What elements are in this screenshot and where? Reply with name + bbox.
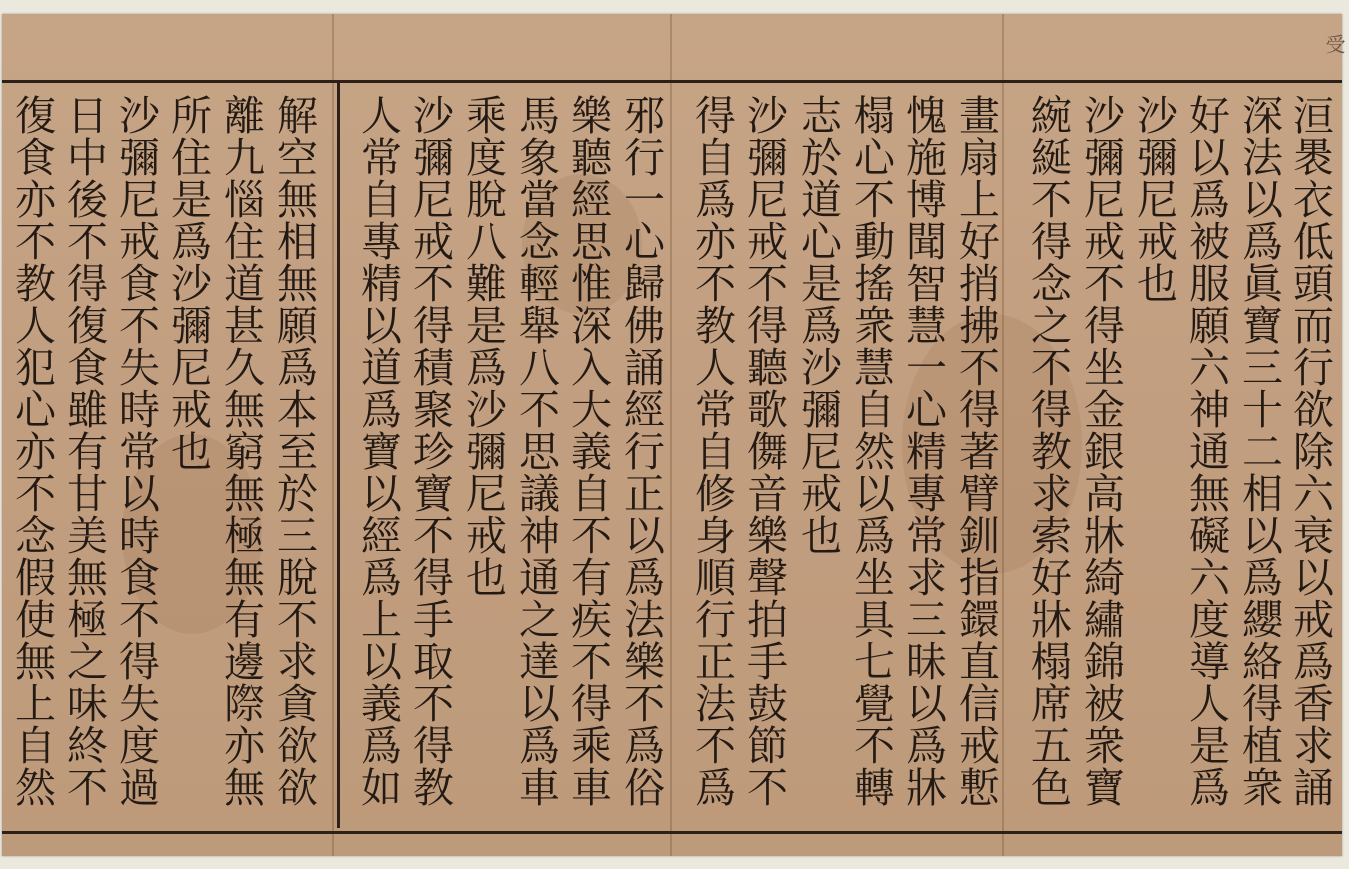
text-column: 沙彌尼戒也 bbox=[1130, 94, 1178, 304]
text-column: 愧施博聞智慧一心精專常求三昧以爲牀 bbox=[899, 94, 947, 808]
text-column: 沙彌尼戒不得積聚珍寶不得手取不得教 bbox=[406, 94, 454, 808]
text-column: 得自爲亦不教人常自修身順行正法不爲 bbox=[688, 94, 736, 808]
text-column: 沙彌尼戒食不失時常以時食不得失度過 bbox=[112, 94, 160, 808]
scroll-paper bbox=[2, 14, 1346, 856]
text-column: 解空無相無願爲本至於三脫不求貪欲欲 bbox=[270, 94, 318, 808]
text-column: 人常自專精以道爲寶以經爲上以義爲如 bbox=[354, 94, 402, 808]
margin-note-right: 受 bbox=[1322, 34, 1346, 56]
text-column: 邪行一心歸佛誦經行正以爲法樂不爲俗 bbox=[617, 94, 665, 808]
text-column: 志於道心是爲沙彌尼戒也 bbox=[794, 94, 842, 556]
text-column: 沙彌尼戒不得坐金銀高牀綺繡錦被衆寶 bbox=[1077, 94, 1125, 808]
text-column: 乘度脫八難是爲沙彌尼戒也 bbox=[459, 94, 507, 598]
text-column: 所住是爲沙彌尼戒也 bbox=[164, 94, 212, 472]
text-column: 離九惱住道甚久無窮無極無有邊際亦無 bbox=[217, 94, 265, 808]
text-column: 好以爲被服願六神通無礙六度導人是爲 bbox=[1182, 94, 1230, 808]
text-column: 沙彌尼戒不得聽歌儛音樂聲拍手鼓節不 bbox=[740, 94, 788, 808]
text-column: 復食亦不教人犯心亦不念假使無上自然 bbox=[8, 94, 56, 808]
text-column: 榻心不動搖衆慧自然以爲坐具七覺不轉 bbox=[847, 94, 895, 808]
text-column: 畫扇上好捎拂不得著臂釧指鐶直信戒慙 bbox=[952, 94, 1000, 808]
block-edge-line bbox=[337, 80, 340, 828]
text-column: 深法以爲眞寶三十二相以爲纓絡得植衆 bbox=[1235, 94, 1283, 808]
text-column: 綩綖不得念之不得教求索好牀榻席五色 bbox=[1024, 94, 1072, 808]
text-column: 樂聽經思惟深入大義自不有疾不得乘車 bbox=[564, 94, 612, 808]
text-column: 日中後不得復食雖有甘美無極之味終不 bbox=[60, 94, 108, 808]
text-column: 馬象當念輕舉八不思議神通之達以爲車 bbox=[512, 94, 560, 808]
text-column: 洹褁衣低頭而行欲除六衰以戒爲香求誦 bbox=[1286, 94, 1334, 808]
